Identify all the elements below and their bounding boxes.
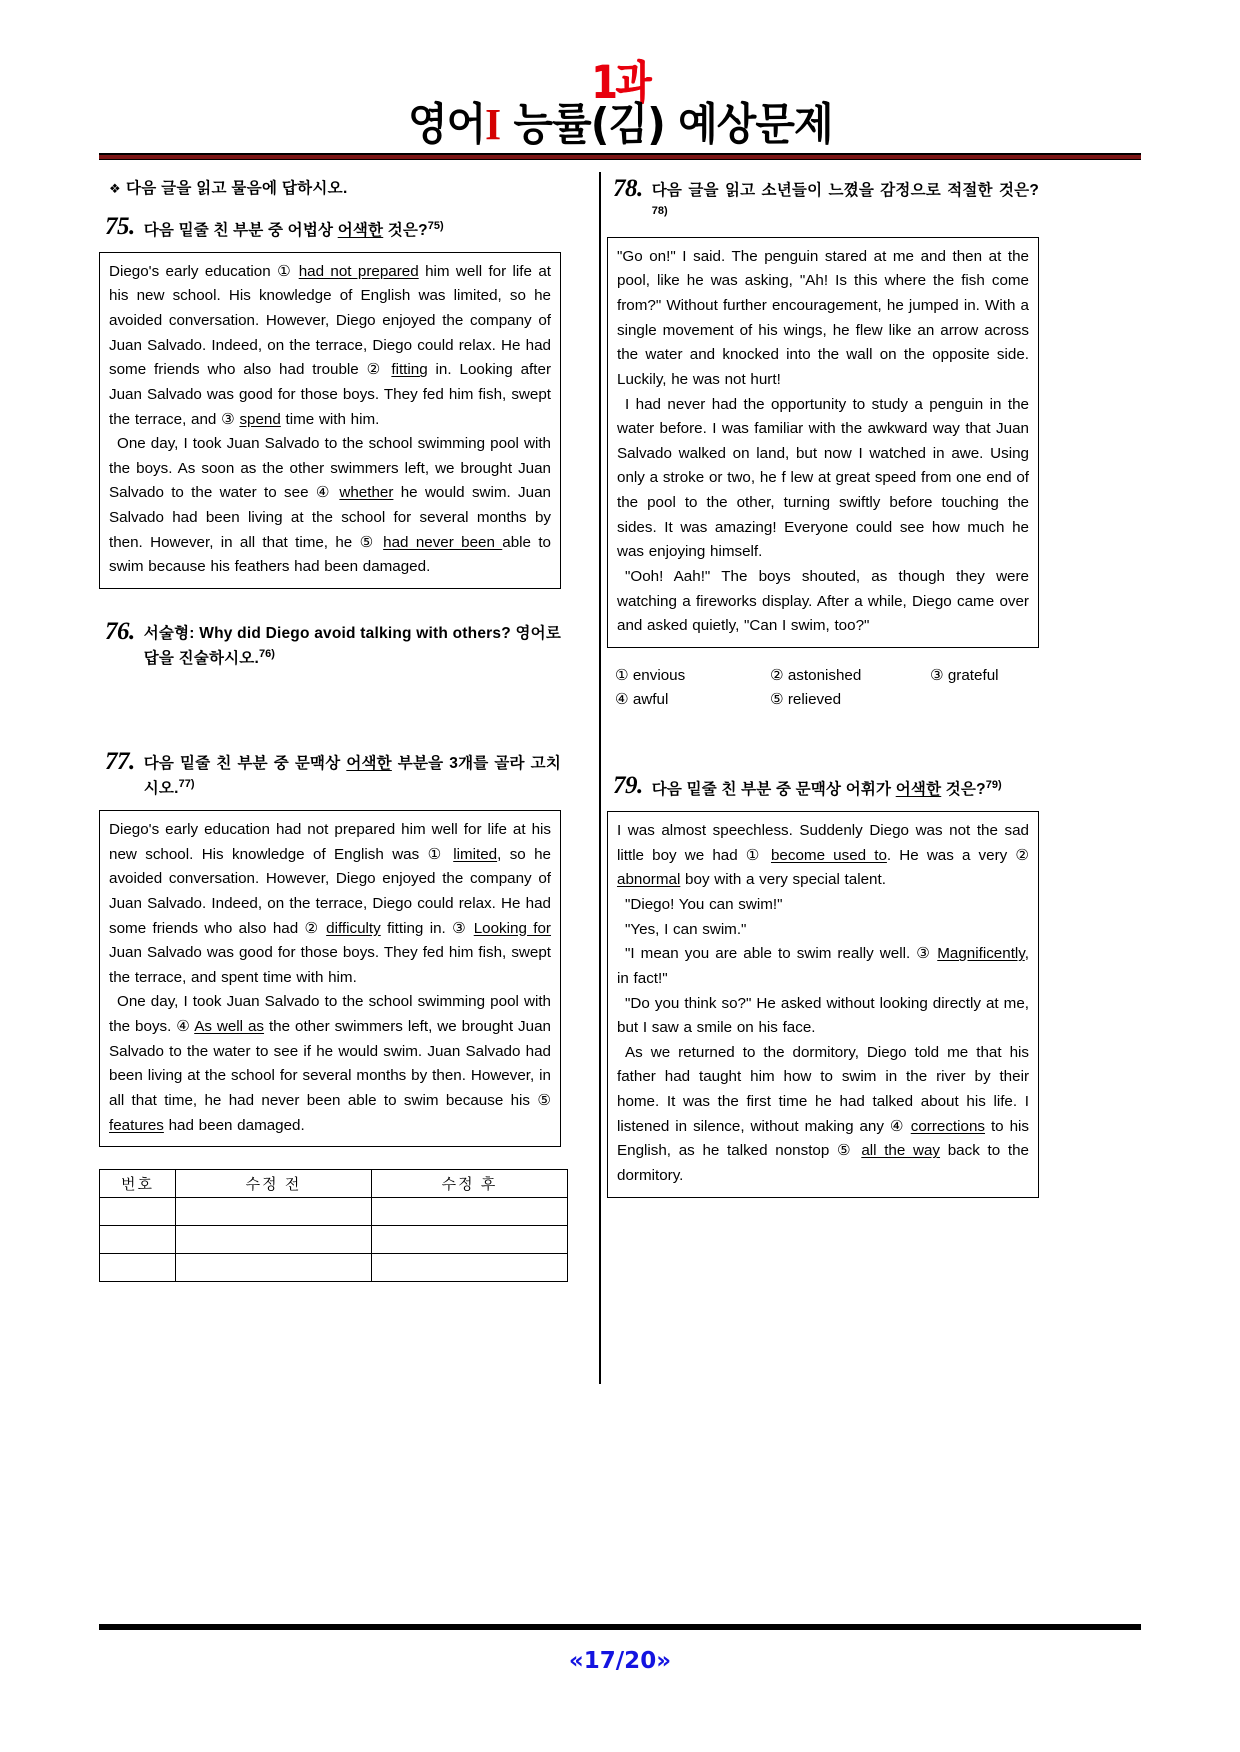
question-75-prompt-text: 다음 밑줄 친 부분 중 어법상 어색한 것은? [143,221,428,239]
question-77-passage [99,810,561,1147]
reading-instruction [109,176,561,198]
table-cell-number[interactable] [100,1198,176,1226]
question-78-ref: 78) [651,204,668,217]
question-78-prompt [652,176,1039,228]
table-cell-number[interactable] [100,1226,176,1254]
lesson-tag: 1과 [590,56,650,109]
question-75-ref: 75) [427,219,444,232]
table-cell-after[interactable] [372,1254,568,1282]
page-header [0,0,1240,160]
table-cell-after[interactable] [372,1226,568,1254]
question-79-header [607,773,1039,802]
passage-paragraph: One day, I took Juan Salvado to the school swimming pool with the boys. As soon as the other swimmers left, we brought Juan Salvado to the water to see ④ whether he would swim. Juan Salvado had been living at the school for several months by then. However, in all that time, he ⑤ had never been able to swim because his feathers had been damaged. [109,435,551,576]
question-77-prompt [144,749,561,801]
choice-row-bottom [615,688,1039,713]
question-78-choices [607,664,1039,713]
question-76-number: 76. [105,617,135,645]
choice-label-5: relieved [787,691,842,709]
page-title [407,98,833,150]
table-cell-before[interactable] [176,1198,372,1226]
question-76-header [99,619,561,671]
choice-option-3[interactable] [930,664,1070,689]
title-before: 영어 [407,98,485,150]
table-header-number: 번호 [100,1170,176,1198]
choice-option-5[interactable] [770,688,930,713]
question-79-ref: 79) [985,779,1002,792]
choice-marker-1: ① [615,666,629,684]
choice-option-2[interactable] [770,664,930,689]
choice-label-2: astonished [787,666,862,684]
passage-paragraph: "Diego! You can swim!" [625,896,783,913]
question-77-header [99,749,561,801]
question-77-number: 77. [105,748,135,775]
left-column [99,170,569,1282]
question-79-prompt-text: 다음 밑줄 친 부분 중 문맥상 어휘가 어색한 것은? [651,781,986,799]
question-75-passage [99,252,561,589]
table-cell-number[interactable] [100,1254,176,1282]
question-76-prompt-text: 서술형: Why did Diego avoid talking with others? 영어로 답을 진술하시오. [143,624,562,668]
question-79-number: 79. [613,772,643,800]
table-cell-after[interactable] [372,1198,568,1226]
question-77-prompt-text: 다음 밑줄 친 부분 중 문맥상 어색한 부분을 3개를 골라 고치시오. [143,755,561,798]
question-78-number: 78. [613,174,643,202]
diamond-icon: ❖ [109,180,121,196]
title-divider-rule [99,153,1141,160]
question-78-passage [607,237,1039,648]
title-mark-i: I [484,99,500,149]
question-78-header [607,176,1039,228]
table-header-after: 수정 후 [372,1170,568,1198]
title-after: 능률(김) 예상문제 [499,98,833,150]
footer-divider-rule [99,1624,1141,1630]
passage-paragraph: "Yes, I can swim." [625,920,747,938]
passage-paragraph: "I mean you are able to swim really well. ③ Magnificently, in fact!" [617,945,1029,987]
table-body [100,1198,568,1282]
question-79-passage [607,811,1039,1197]
table-cell-before[interactable] [176,1254,372,1282]
passage-paragraph: I was almost speechless. Suddenly Diego was not the sad little boy we had ① become used to. He was a very ② abnormal boy with a very special talent. [617,822,1029,889]
passage-paragraph: Diego's early education had not prepared him well for life at his new school. His knowledge of English was ① limited, so he avoided conversation. However, Diego enjoyed the company of Juan Salvado. Indeed, on the terrace, Diego could relax. He had some friends who also had ② difficulty fitting in. ③ Looking for Juan Salvado was good for those boys. They fed him fish, swept the terrace, and spent time with him. [109,821,551,986]
question-79-prompt [652,773,1002,802]
choice-label-1: envious [632,666,686,684]
question-76-ref: 76) [258,647,275,660]
table-header-row [100,1170,568,1198]
question-76-prompt [144,619,561,671]
passage-paragraph: "Do you think so?" He asked without looking directly at me, but I saw a smile on his face. [617,994,1029,1037]
correction-answer-table[interactable] [99,1169,568,1282]
choice-marker-4: ④ [615,691,629,709]
choice-row-top [615,664,1039,689]
right-column [569,170,1039,1202]
table-row[interactable] [100,1198,568,1226]
choice-option-4[interactable] [615,688,770,713]
two-column-body [99,170,1141,1282]
page-number-indicator: «17/20» [568,1648,672,1674]
table-row[interactable] [100,1226,568,1254]
choice-label-3: grateful [947,666,999,684]
choice-marker-5: ⑤ [770,691,784,709]
passage-paragraph: "Ooh! Aah!" The boys shouted, as though they were watching a fireworks display. After a while, Diego came over and asked quietly, "Can I swim, too?" [617,567,1029,635]
passage-paragraph: As we returned to the dormitory, Diego told me that his father had taught him how to swim in the river by their home. It was the first time he had talked about his life. I listened in silence, without making any ④ corrections to his English, as he talked nonstop ⑤ all the way back to the dormitory. [617,1043,1029,1184]
passage-paragraph: Diego's early education ① had not prepared him well for life at his new school. His knowledge of English was limited, so he avoided conversation. However, Diego enjoyed the company of Juan Salvado. Indeed, on the terrace, Diego could relax. He had some friends who also had trouble ② fitting in. Looking after Juan Salvado was good for those boys. They fed him fish, swept the terrace, and ③ spend time with him. [109,262,551,428]
question-75-header [99,214,561,243]
question-78-prompt-text: 다음 글을 읽고 소년들이 느꼈을 감정으로 적절한 것은? [651,181,1039,199]
table-header-before: 수정 전 [176,1170,372,1198]
choice-marker-3: ③ [930,666,944,684]
question-75-prompt [144,214,444,243]
choice-label-4: awful [632,691,669,709]
choice-marker-2: ② [770,666,784,684]
table-row[interactable] [100,1254,568,1282]
passage-paragraph: One day, I took Juan Salvado to the school swimming pool with the boys. ④ As well as the other swimmers left, we brought Juan Salvado to the water to see if he would swim. Juan Salvado had been living at the school for several months by then. However, in all that time, he had never been able to swim because his ⑤ features had been damaged. [109,993,551,1134]
question-75-number: 75. [105,212,135,240]
passage-paragraph: "Go on!" I said. The penguin stared at me and then at the pool, like he was asking, "Ah! Is this where the fish come from?" Without further encouragement, he jumped in. With a single movement of his wings, he flew like an arrow across the water and knocked into the wall on the opposite side. Luckily, he was not hurt! [617,247,1029,388]
instruction-text: 다음 글을 읽고 물음에 답하시오. [125,179,348,197]
question-77-ref: 77) [178,777,195,790]
main-title-wrap [0,98,1240,150]
table-cell-before[interactable] [176,1226,372,1254]
passage-paragraph: I had never had the opportunity to study a penguin in the water before. I was familiar with the awkward way that Juan Salvado walked on land, but now I watched in awe. Using only a stroke or two, he f lew at great speed from one end of the pool to the other, turning swiftly before touching the sides. It was amazing! Everyone could see how much he was enjoying himself. [617,395,1029,561]
choice-option-1[interactable] [615,664,770,689]
